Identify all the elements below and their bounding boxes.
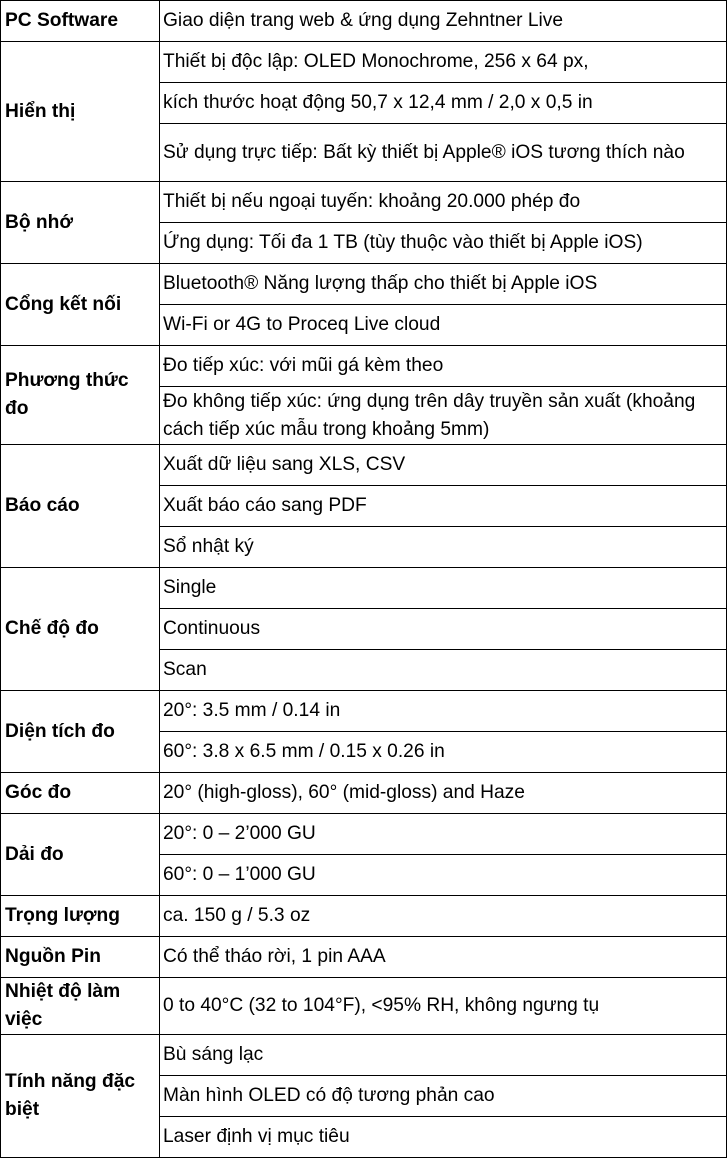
spec-value: Bluetooth® Năng lượng thấp cho thiết bị Apple iOS (160, 264, 727, 305)
spec-row (1, 346, 727, 387)
spec-label: Nguồn Pin (1, 937, 160, 978)
spec-label: Cổng kết nối (1, 264, 160, 346)
spec-value: Wi-Fi or 4G to Proceq Live cloud (160, 305, 727, 346)
spec-value: 20°: 0 – 2’000 GU (160, 814, 727, 855)
spec-value: Đo tiếp xúc: với mũi gá kèm theo (160, 346, 727, 387)
spec-value: Xuất báo cáo sang PDF (160, 486, 727, 527)
spec-row (1, 896, 727, 937)
spec-row (1, 568, 727, 609)
spec-row (1, 978, 727, 1035)
spec-value: 0 to 40°C (32 to 104°F), <95% RH, không ngưng tụ (160, 978, 727, 1035)
spec-label: Báo cáo (1, 445, 160, 568)
spec-value: ca. 150 g / 5.3 oz (160, 896, 727, 937)
spec-row (1, 1035, 727, 1076)
spec-row (1, 445, 727, 486)
spec-value: 60°: 3.8 x 6.5 mm / 0.15 x 0.26 in (160, 732, 727, 773)
spec-value: Xuất dữ liệu sang XLS, CSV (160, 445, 727, 486)
spec-row (1, 264, 727, 305)
spec-value: Single (160, 568, 727, 609)
spec-value: Thiết bị nếu ngoại tuyến: khoảng 20.000 phép đo (160, 182, 727, 223)
spec-value: Có thể tháo rời, 1 pin AAA (160, 937, 727, 978)
spec-label: Chế độ đo (1, 568, 160, 691)
spec-value: Continuous (160, 609, 727, 650)
spec-label: Dải đo (1, 814, 160, 896)
spec-value: 20°: 3.5 mm / 0.14 in (160, 691, 727, 732)
spec-row (1, 814, 727, 855)
spec-value: 20° (high-gloss), 60° (mid-gloss) and Haze (160, 773, 727, 814)
spec-value: 60°: 0 – 1’000 GU (160, 855, 727, 896)
spec-label: Nhiệt độ làm việc (1, 978, 160, 1035)
spec-label: Diện tích đo (1, 691, 160, 773)
spec-value: kích thước hoạt động 50,7 x 12,4 mm / 2,0 x 0,5 in (160, 83, 727, 124)
spec-label: Bộ nhớ (1, 182, 160, 264)
spec-label: Phương thức đo (1, 346, 160, 445)
spec-label: Tính năng đặc biệt (1, 1035, 160, 1158)
spec-label: Trọng lượng (1, 896, 160, 937)
spec-row (1, 773, 727, 814)
specifications-table-body (1, 1, 727, 1158)
spec-value: Màn hình OLED có độ tương phản cao (160, 1076, 727, 1117)
spec-row (1, 42, 727, 83)
spec-value: Scan (160, 650, 727, 691)
spec-value: Giao diện trang web & ứng dụng Zehntner Live (160, 1, 727, 42)
spec-value: Sử dụng trực tiếp: Bất kỳ thiết bị Apple® iOS tương thích nào (160, 124, 727, 182)
spec-label: PC Software (1, 1, 160, 42)
spec-row (1, 182, 727, 223)
spec-value: Ứng dụng: Tối đa 1 TB (tùy thuộc vào thiết bị Apple iOS) (160, 223, 727, 264)
spec-row (1, 691, 727, 732)
spec-label: Hiển thị (1, 42, 160, 182)
spec-value: Laser định vị mục tiêu (160, 1117, 727, 1158)
spec-value: Đo không tiếp xúc: ứng dụng trên dây truyền sản xuất (khoảng cách tiếp xúc mẫu trong khoảng 5mm) (160, 387, 727, 445)
spec-value: Sổ nhật ký (160, 527, 727, 568)
spec-value: Bù sáng lạc (160, 1035, 727, 1076)
spec-label: Góc đo (1, 773, 160, 814)
spec-value: Thiết bị độc lập: OLED Monochrome, 256 x 64 px, (160, 42, 727, 83)
spec-row (1, 1, 727, 42)
spec-row (1, 937, 727, 978)
